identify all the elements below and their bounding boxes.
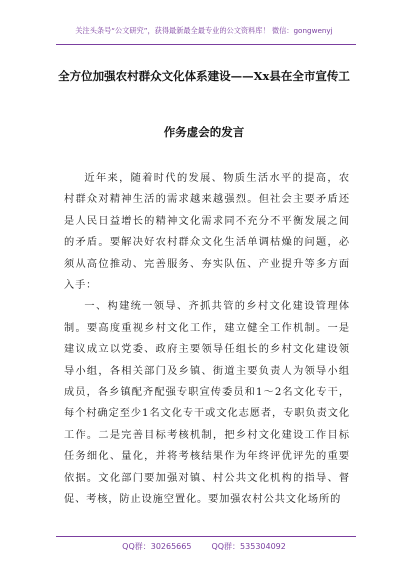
footer-qq-group-1: QQ群：30265665 [122,542,192,551]
document-title: 全方位加强农村群众文化体系建设——Xx县在全市宣传工 [58,69,350,83]
paragraph-intro: 近年来，随着时代的发展、物质生活水平的提高，农村群众对精神生活的需求越来越强烈。但社会主要矛盾还是人民日益增长的精神文化需求同不充分不平衡发展之间的矛盾。要解决好农村群众文化生活单调枯燥的问题，必须从高位推动、完善服务、夯实队伍、产业提升等多方面入手： [64,173,350,292]
footer-qq-group-2: QQ群：535304092 [211,542,286,551]
header-divider [56,44,356,45]
document-title-continuation: 作务虚会的发言 [163,125,245,139]
footer [0,541,408,552]
document-body [64,168,350,511]
header-banner: 关注头条号“公文研究”，获得最新最全最专业的公文资料库！ 微信：gongwenyj [75,26,333,35]
paragraph-section-one: 一、构建统一领导、齐抓共管的乡村文化建设管理体制。要高度重视乡村文化工作，建立健全工作机制。一是建议成立以党委、政府主要领导任组长的乡村文化建设领导小组，各相关部门及乡镇、街道主要负责人为领导小组成员，各乡镇配齐配强专职宣传委员和1～2名文化专干，每个村确定至少1名文化专干或文化志愿者，专职负责文化工作。二是完善目标考核机制，把乡村文化建设工作目标任务细化、量化，并将考核结果作为年终评优评先的重要依据。文化部门要加强对镇、村公共文化机构的指导、督促、考核，防止设施空置化。要加强农村公共文化场所的 [64,301,350,506]
footer-divider [56,536,356,537]
